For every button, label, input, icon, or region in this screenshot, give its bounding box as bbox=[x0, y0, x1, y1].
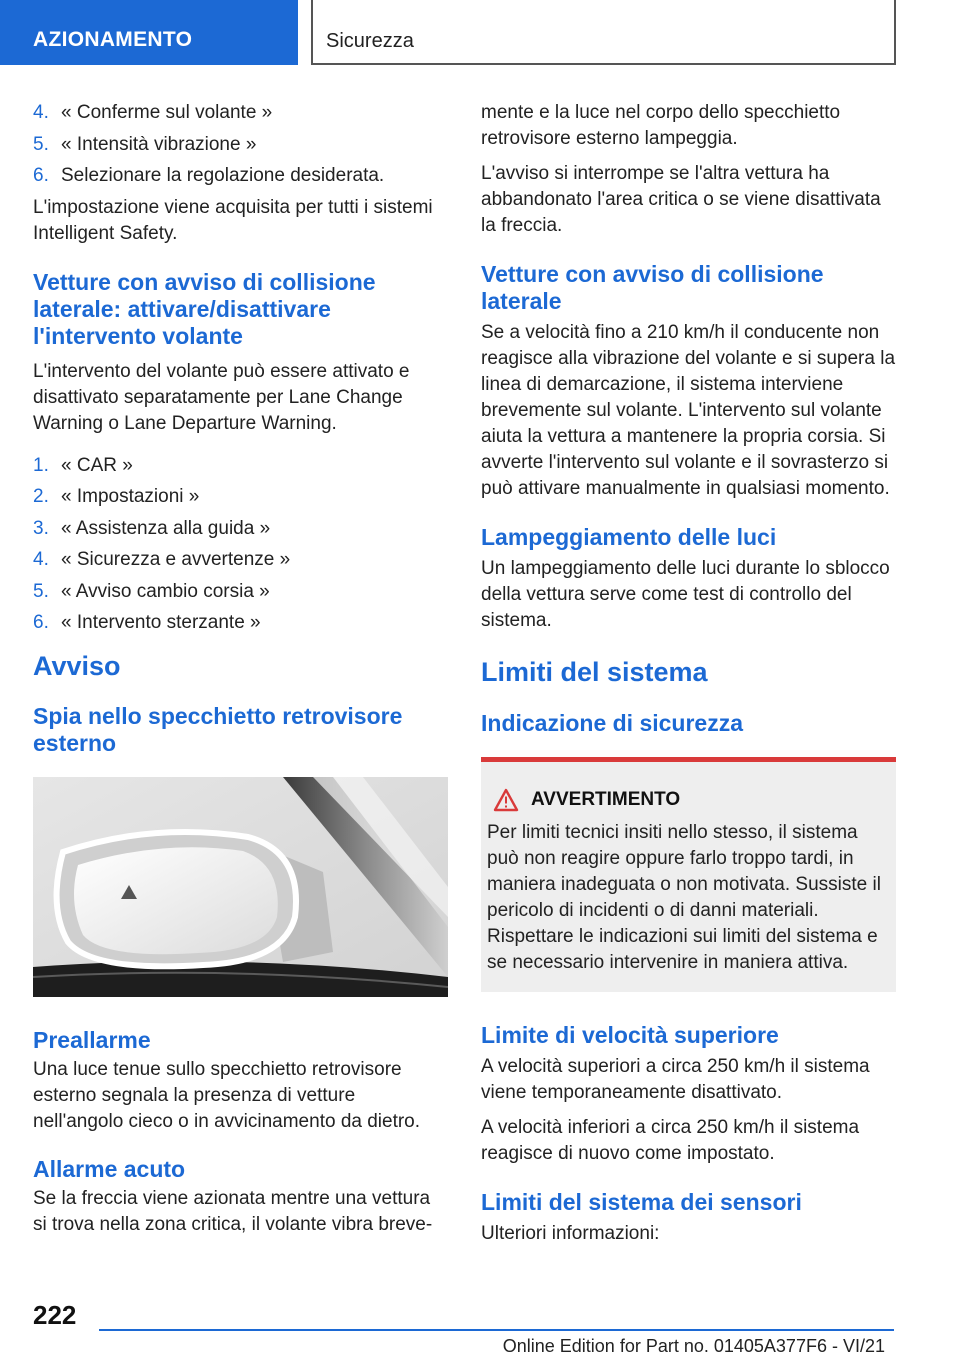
warning-text: Per limiti tecnici insiti nello stesso, il sistema può non reagire oppure farlo troppo tardi, in maniera inadeguata o non motivata. Sussiste il pericolo di incidenti o di danni materiali. Rispettare le indicazioni sui limiti del sistema e se necessario intervenire in maniera attiva. bbox=[487, 822, 881, 973]
paragraph: L'impostazione viene acquisita per tutti i sistemi Intelligent Safety. bbox=[33, 196, 433, 244]
heading-sensor-limits: Limiti del sistema dei sensori bbox=[481, 1189, 802, 1215]
paragraph: A velocità inferiori a circa 250 km/h il sistema reagisce di nuovo come impostato. bbox=[481, 1117, 860, 1164]
paragraph: Un lampeggiamento delle luci durante lo sblocco della vettura serve come test di controllo del sistema. bbox=[481, 558, 890, 631]
list-item: 2. « Impostazioni » bbox=[33, 486, 200, 507]
paragraph: Se la freccia viene azionata mentre una vettura si trova nella zona critica, il volante vibra breve- bbox=[33, 1188, 433, 1235]
warning-box bbox=[481, 757, 896, 992]
footer-edition: Online Edition for Part no. 01405A377F6 - VI/21 bbox=[502, 1336, 885, 1356]
heading-system-limits: Limiti del sistema bbox=[481, 657, 708, 687]
paragraph: A velocità superiori a circa 250 km/h il sistema viene temporaneamente disattivato. bbox=[481, 1056, 870, 1103]
paragraph: Una luce tenue sullo specchietto retrovisore esterno segnala la presenza di vetture nell'angolo cieco o in avvicinamento da dietro. bbox=[33, 1059, 421, 1132]
heading-preallarme: Preallarme bbox=[33, 1027, 151, 1053]
warning-title: AVVERTIMENTO bbox=[531, 789, 681, 810]
heading-safety-note: Indicazione di sicurezza bbox=[481, 710, 744, 736]
heading-collision-steering: Vetture con avviso di collisione laterale: attivare/disattivare l'intervento volante bbox=[33, 268, 376, 349]
heading-mirror-light: Spia nello specchietto retrovisore esterno bbox=[33, 703, 403, 756]
list-item: 4. « Conferme sul volante » bbox=[33, 102, 273, 123]
steps-list-top bbox=[33, 100, 448, 189]
left-column bbox=[33, 100, 448, 1238]
section-title: Sicurezza bbox=[311, 0, 896, 65]
list-item: 5. « Avviso cambio corsia » bbox=[33, 580, 270, 602]
footer-divider bbox=[99, 1329, 894, 1331]
warning-header bbox=[487, 788, 888, 812]
paragraph: Ulteriori informazioni: bbox=[481, 1223, 660, 1244]
list-item: 6. « Intervento sterzante » bbox=[33, 612, 261, 633]
mirror-illustration bbox=[33, 777, 448, 997]
heading-collision-lateral: Vetture con avviso di collisione laterale bbox=[481, 261, 824, 314]
heading-light-flash: Lampeggiamento delle luci bbox=[481, 524, 777, 550]
chapter-tab: AZIONAMENTO bbox=[0, 0, 298, 65]
right-column bbox=[481, 100, 896, 1247]
heading-avviso: Avviso bbox=[33, 651, 121, 681]
list-item: 4. « Sicurezza e avvertenze » bbox=[33, 549, 291, 570]
list-item: 3. « Assistenza alla guida » bbox=[33, 517, 271, 539]
paragraph: mente e la luce nel corpo dello specchietto retrovisore esterno lampeggia. bbox=[481, 102, 841, 149]
heading-speed-limit: Limite di velocità superiore bbox=[481, 1022, 779, 1048]
list-item: 1. « CAR » bbox=[33, 454, 133, 476]
steps-list bbox=[33, 453, 448, 637]
paragraph: L'intervento del volante può essere attivato e disattivato separatamente per Lane Change Warning o Lane Departure Warning. bbox=[33, 360, 410, 434]
paragraph: L'avviso si interrompe se l'altra vettura ha abbandonato l'area critica o se viene disattivata la freccia. bbox=[481, 163, 881, 236]
list-item: 5. « Intensità vibrazione » bbox=[33, 133, 257, 155]
paragraph: Se a velocità fino a 210 km/h il conducente non reagisce alla vibrazione del volante e si supera la linea di demarcazione, il sistema interviene brevemente sul volante. L'intervento sul volante aiuta la vettura a mantenere la propria corsia. Si avverte l'intervento sul volante e il sovrasterzo si può attivare manualmente in qualsiasi momento. bbox=[481, 322, 896, 499]
page-number: 222 bbox=[33, 1300, 77, 1330]
list-item: 6. Selezionare la regolazione desiderata. bbox=[33, 165, 385, 186]
warning-triangle-icon bbox=[493, 788, 519, 812]
heading-allarme: Allarme acuto bbox=[33, 1156, 186, 1182]
